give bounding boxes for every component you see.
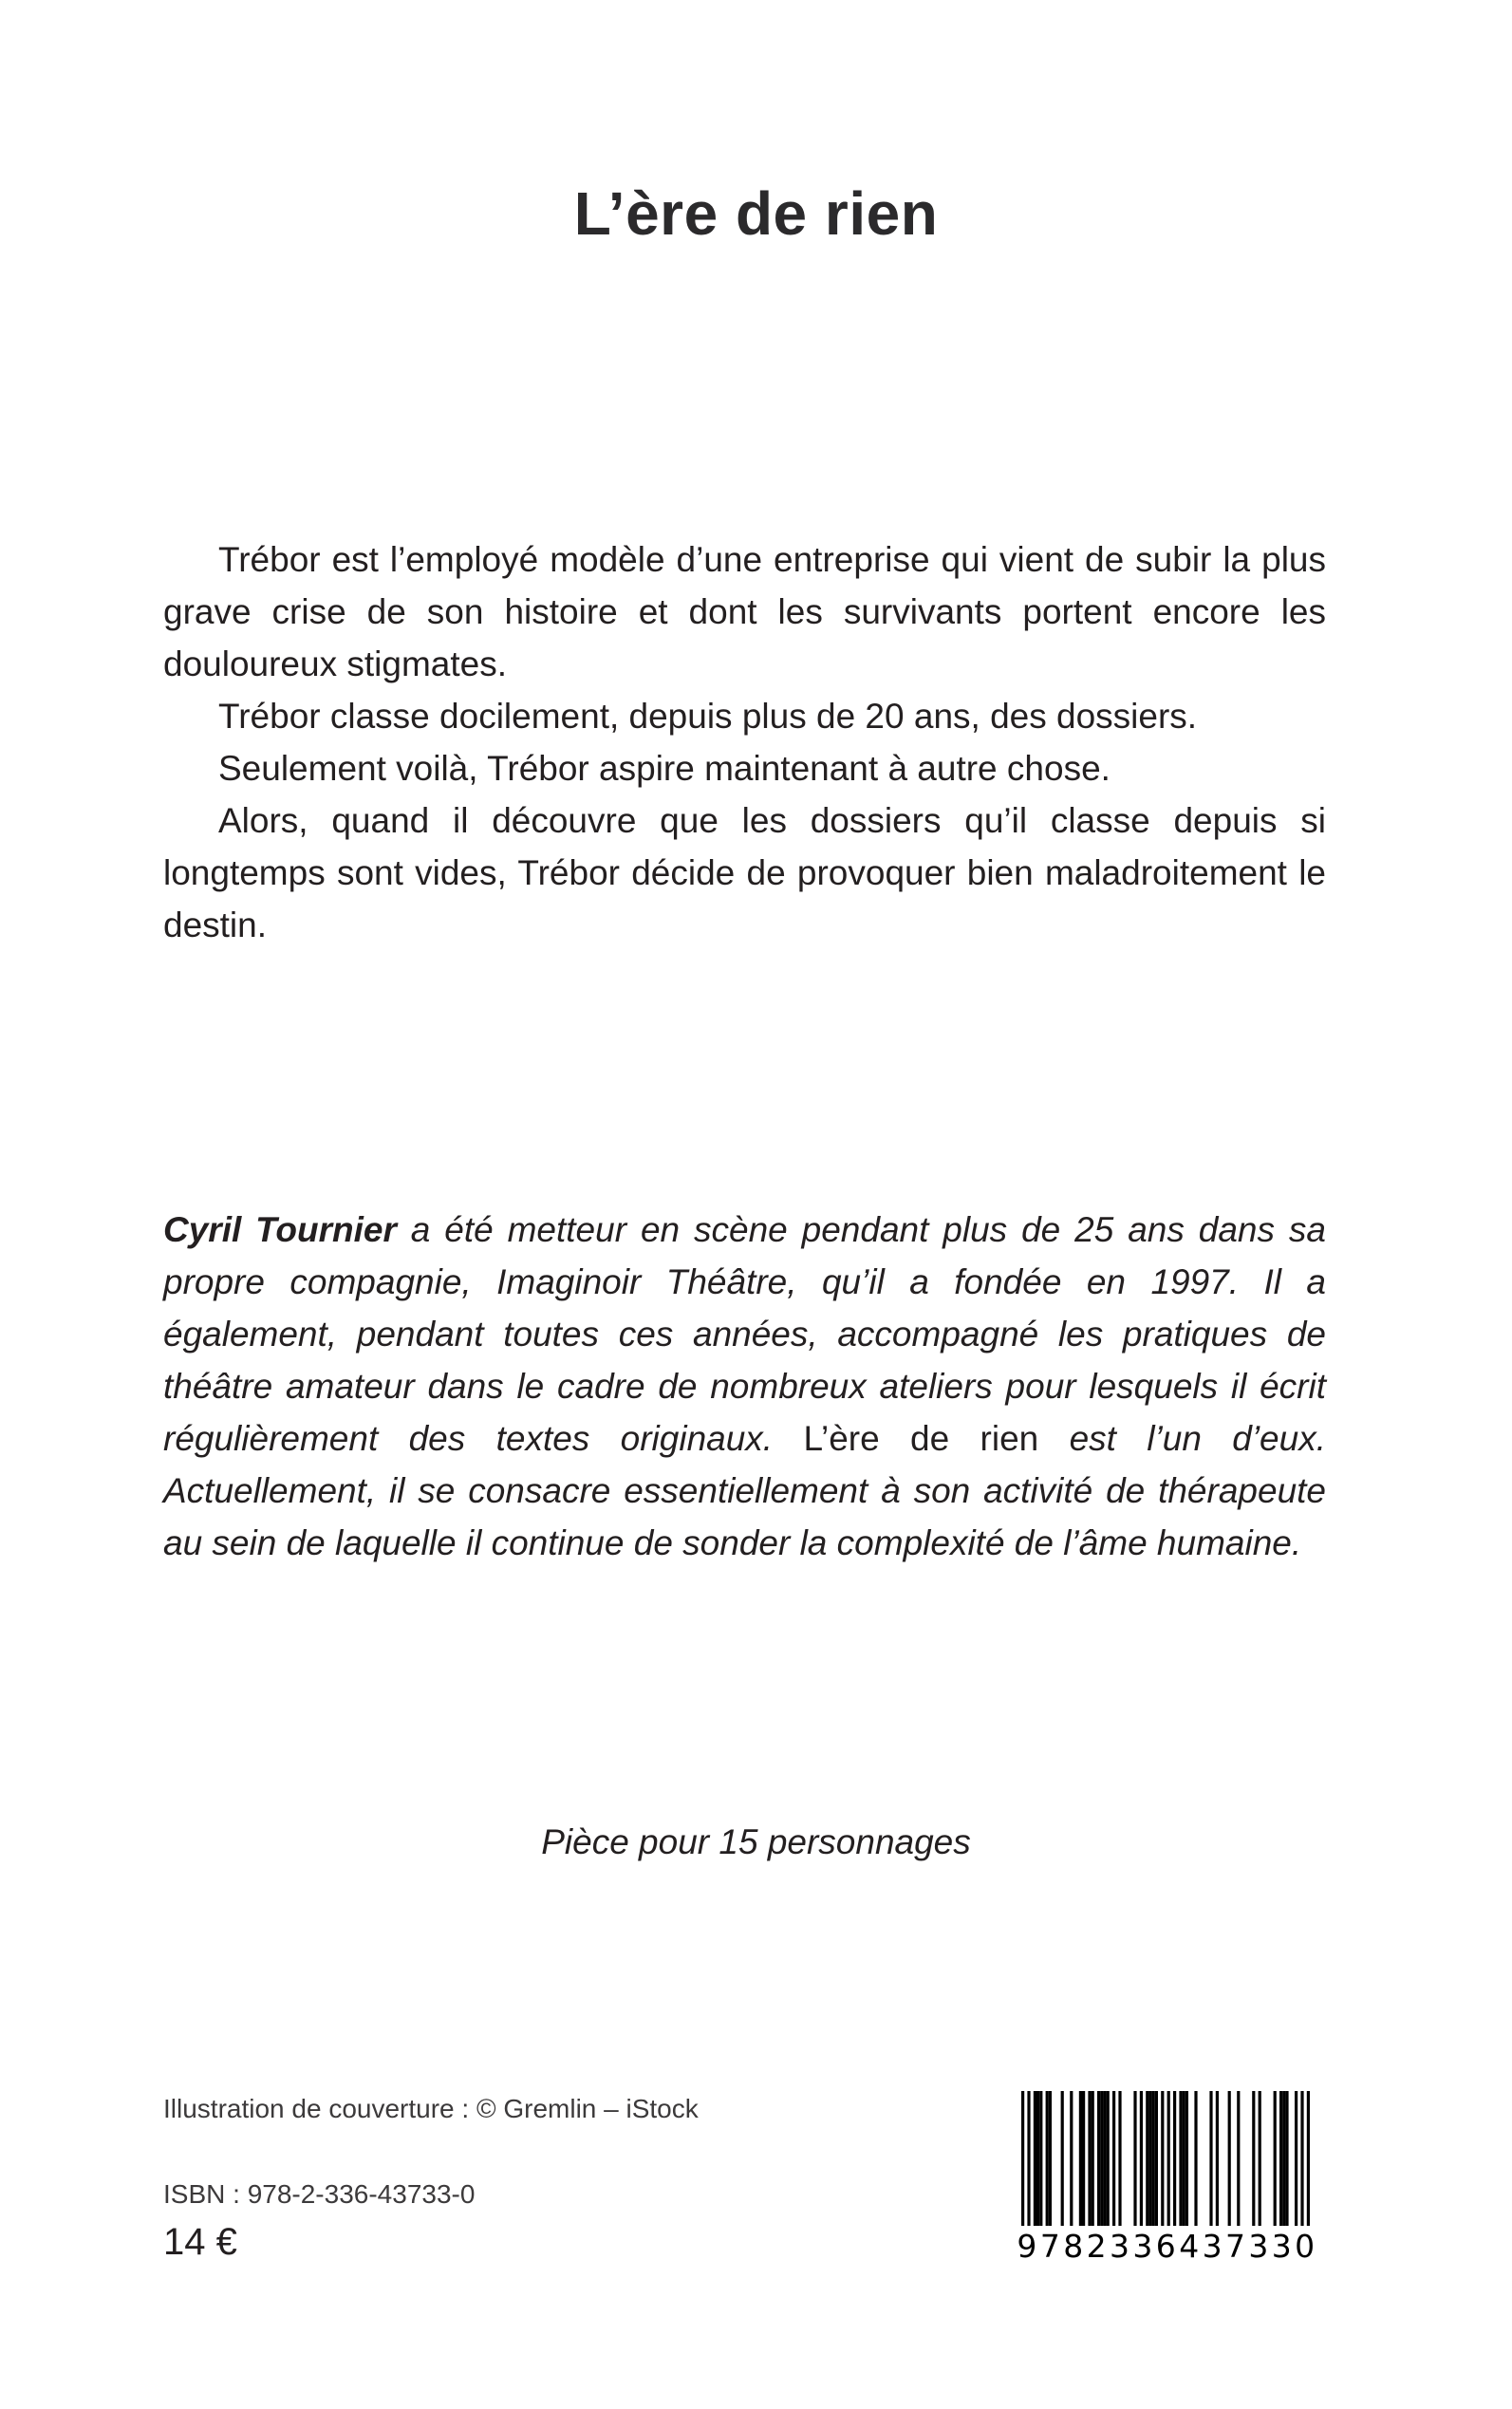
barcode-bar bbox=[1155, 2091, 1158, 2232]
barcode-bar bbox=[1285, 2091, 1288, 2232]
barcode-bar bbox=[1183, 2091, 1185, 2232]
blurb-paragraph: Trébor classe docilement, depuis plus de 20 ans, des dossiers. bbox=[218, 697, 1198, 736]
author-bio bbox=[163, 1204, 1326, 1569]
barcode-bar bbox=[1228, 2091, 1231, 2232]
barcode-bar bbox=[1146, 2091, 1148, 2232]
barcode-bar bbox=[1112, 2091, 1115, 2232]
barcode-bar bbox=[1097, 2091, 1100, 2232]
barcode-bar bbox=[1259, 2091, 1261, 2232]
barcode-bar bbox=[1209, 2091, 1212, 2232]
cast-note: Pièce pour 15 personnages bbox=[541, 1822, 971, 1861]
barcode-bar bbox=[1140, 2091, 1143, 2232]
bio-book-title: L’ère de rien bbox=[803, 1419, 1039, 1458]
barcode-bar bbox=[1088, 2091, 1091, 2232]
barcode-bar bbox=[1133, 2091, 1136, 2232]
barcode-bar bbox=[1237, 2091, 1240, 2232]
barcode-bar bbox=[1279, 2091, 1282, 2232]
barcode-bar bbox=[1118, 2091, 1121, 2232]
book-title: L’ère de rien bbox=[573, 179, 939, 248]
illustration-credit: Illustration de couverture : © Gremlin – iStock bbox=[163, 2094, 699, 2123]
barcode bbox=[1006, 2085, 1329, 2275]
blurb-paragraph: Seulement voilà, Trébor aspire maintenant à autre chose. bbox=[218, 749, 1111, 788]
barcode-bar bbox=[1194, 2091, 1197, 2232]
barcode-bar bbox=[1295, 2091, 1297, 2232]
blurb-paragraph: Alors, quand il découvre que les dossiers qu’il classe depuis si longtemps sont vides, Trébor décide de provoquer bien maladroitement le destin. bbox=[163, 801, 1326, 944]
price: 14 € bbox=[163, 2221, 237, 2263]
barcode-bar bbox=[1049, 2091, 1052, 2232]
barcode-digits: 9782336437330 bbox=[1006, 2226, 1329, 2268]
barcode-bar bbox=[1185, 2091, 1188, 2232]
barcode-bar bbox=[1179, 2091, 1182, 2232]
barcode-bar bbox=[1036, 2091, 1039, 2232]
blurb-paragraph: Trébor est l’employé modèle d’une entreprise qui vient de subir la plus grave crise de son histoire et dont les survivants portent encore les douloureux stigmates. bbox=[163, 540, 1326, 683]
barcode-bar bbox=[1148, 2091, 1151, 2232]
barcode-bar bbox=[1107, 2091, 1110, 2232]
bio-text: a été metteur en scène pendant plus de 25 ans dans sa propre compagnie, Imaginoir Théâtre, qu’il a fondée en 1997. Il a également, pendant toutes ces années, accompagné les pratiques de théâtre amateur dans le cadre de nombreux ateliers pour lesquels il écrit régulièrement des textes originaux. bbox=[163, 1210, 1326, 1458]
barcode-bar bbox=[1282, 2091, 1285, 2232]
author-name: Cyril Tournier bbox=[163, 1210, 397, 1249]
barcode-bar bbox=[1103, 2091, 1106, 2232]
barcode-bar bbox=[1100, 2091, 1103, 2232]
isbn: ISBN : 978-2-336-43733-0 bbox=[163, 2179, 476, 2209]
bio-text: est l’un d’eux. Actuellement, il se consacre essentiellement à son activité de thérapeute au sein de laquelle il continue de sonder la complexité de l’âme humaine. bbox=[163, 1419, 1326, 1562]
barcode-bar bbox=[1046, 2091, 1049, 2232]
back-cover-blurb bbox=[163, 533, 1326, 951]
barcode-bar bbox=[1152, 2091, 1155, 2232]
barcode-bar bbox=[1061, 2091, 1064, 2232]
barcode-bar bbox=[1082, 2091, 1085, 2232]
barcode-bar bbox=[1252, 2091, 1255, 2232]
barcode-bar bbox=[1034, 2091, 1036, 2232]
barcode-bar bbox=[1173, 2091, 1176, 2232]
barcode-bar bbox=[1092, 2091, 1094, 2232]
barcode-bar bbox=[1274, 2091, 1277, 2232]
barcode-bar bbox=[1070, 2091, 1073, 2232]
barcode-bar bbox=[1039, 2091, 1042, 2232]
barcode-bar bbox=[1216, 2091, 1219, 2232]
barcode-bar bbox=[1079, 2091, 1082, 2232]
